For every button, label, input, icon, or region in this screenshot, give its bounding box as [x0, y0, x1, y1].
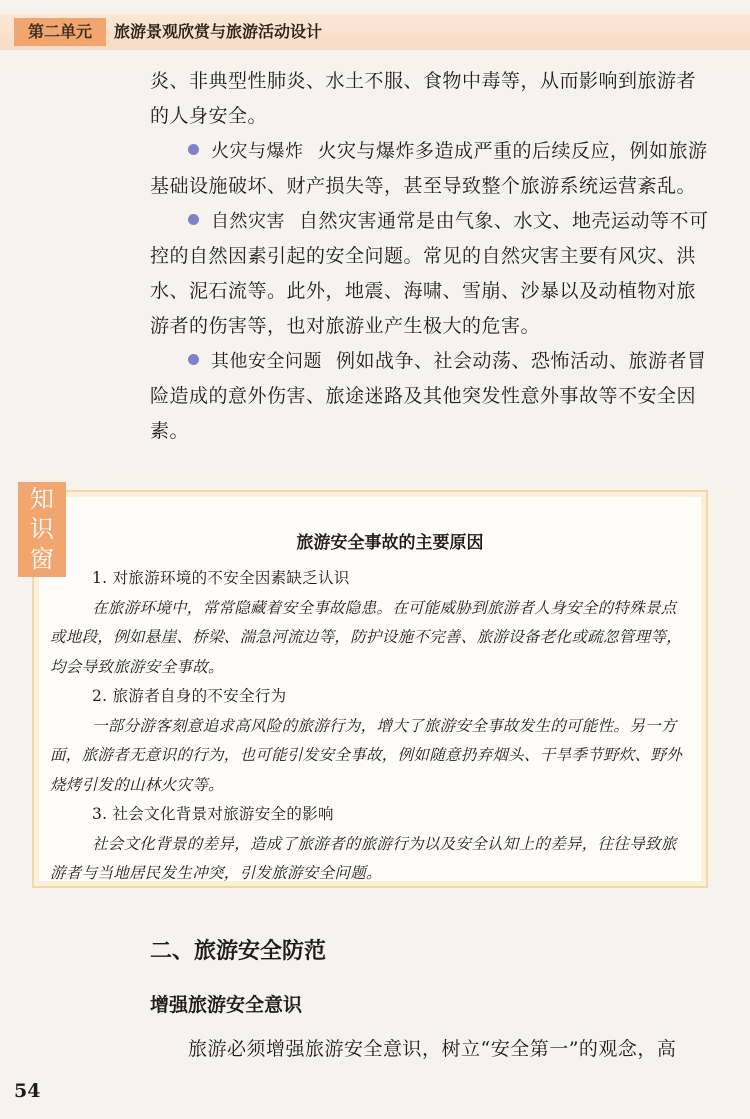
unit-label: 第二单元: [14, 18, 106, 46]
bullet-paragraph: [150, 134, 715, 204]
knowledge-window-title: 旅游安全事故的主要原因: [296, 533, 484, 553]
reason-text: 社会文化背景的差异，造成了旅游者的旅游行为以及安全认知上的差异，往往导致旅游者与当地居民发生冲突，引发旅游安全问题。: [50, 834, 677, 882]
bullet-dot-icon: [188, 144, 199, 155]
bullet-dot-icon: [188, 354, 199, 365]
page-number: 54: [14, 1080, 41, 1102]
badge-char: 识: [30, 515, 54, 543]
bullet-term: 自然灾害: [211, 211, 285, 232]
paragraph: 炎、非典型性肺炎、水土不服、食物中毒等，从而影响到旅游者的人身安全。: [150, 70, 697, 127]
reason-text: 在旅游环境中，常常隐藏着安全事故隐患。在可能威胁到旅游者人身安全的特殊景点或地段，例如悬崖、桥梁、湍急河流边等，防护设施不完善、旅游设备老化或疏忽管理等，均会导致旅游安全事故。: [50, 598, 683, 676]
bullet-paragraph: [150, 344, 715, 449]
bullet-paragraph: [150, 204, 715, 344]
bullet-term: 火灾与爆炸: [211, 141, 304, 162]
bullet-text: 火灾与爆炸多造成严重的后续反应，例如旅游基础设施破坏、财产损失等，甚至导致整个旅游系统运营紊乱。: [150, 140, 708, 197]
unit-title: 旅游景观欣赏与旅游活动设计: [114, 22, 323, 41]
knowledge-window-content: [50, 564, 690, 889]
bullet-term: 其他安全问题: [211, 351, 322, 372]
badge-char: 知: [30, 485, 54, 513]
reason-heading: 3. 社会文化背景对旅游安全的影响: [92, 805, 334, 823]
reason-text: 一部分游客刻意追求高风险的旅游行为，增大了旅游安全事故发生的可能性。另一方面，旅游者无意识的行为，也可能引发安全事故，例如随意扔弃烟头、干旱季节野炊、野外烧烤引发的山林火灾等。: [50, 716, 683, 794]
section-heading: 二、旅游安全防范: [150, 939, 327, 964]
reason-heading: 1. 对旅游环境的不安全因素缺乏认识: [92, 569, 350, 587]
bullet-text: 自然灾害通常是由气象、水文、地壳运动等不可控的自然因素引起的安全问题。常见的自然灾害主要有风灾、洪水、泥石流等。此外，地震、海啸、雪崩、沙暴以及动植物对旅游者的伤害等，也对旅游业产生极大的危害。: [150, 210, 709, 337]
bullet-text: 例如战争、社会动荡、恐怖活动、旅游者冒险造成的意外伤害、旅途迷路及其他突发性意外事故等不安全因素。: [150, 350, 707, 442]
sub-heading: 增强旅游安全意识: [150, 994, 303, 1016]
badge-char: 窗: [30, 545, 54, 573]
body-text: [150, 64, 715, 449]
bullet-dot-icon: [188, 214, 199, 225]
reason-heading: 2. 旅游者自身的不安全行为: [92, 687, 287, 705]
paragraph: 旅游必须增强旅游安全意识，树立“安全第一”的观念，高: [188, 1038, 677, 1060]
page-header: [0, 14, 750, 50]
